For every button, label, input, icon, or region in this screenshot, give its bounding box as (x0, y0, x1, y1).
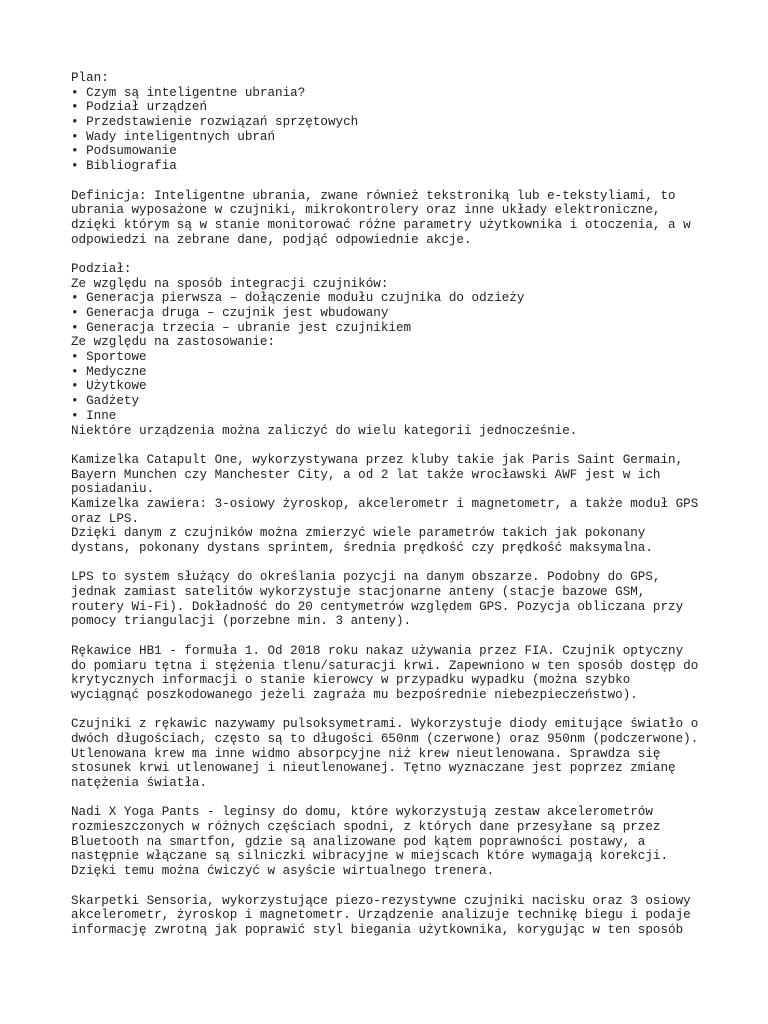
text-line: stosunek krwi utlenowanej i nieutlenowanej. Tętno wyznaczane jest poprzez zmianę (71, 761, 676, 776)
text-line: informację zwrotną jak poprawić styl biegania użytkownika, korygując w ten sposób (71, 922, 684, 937)
text-line: pomocy triangulacji (porzebne min. 3 anteny). (71, 614, 412, 629)
text-line: do pomiaru tętna i stężenia tlenu/saturacji krwi. Zapewniono w ten sposób dostęp do (71, 658, 699, 673)
text-line: routery Wi-Fi). Dokładność do 20 centymetrów względem GPS. Pozycja obliczana przy (71, 599, 684, 614)
text-line: Ze względu na sposób integracji czujników: (71, 276, 389, 291)
text-line: • Podział urządzeń (71, 100, 208, 115)
text-line: Plan: (71, 71, 109, 85)
paragraph-gap (71, 791, 711, 806)
text-line: • Przedstawienie rozwiązań sprzętowych (71, 115, 359, 130)
text-line: • Użytkowe (71, 379, 147, 394)
text-line: • Bibliografia (71, 159, 177, 174)
text-line: odpowiedzi na zebrane dane, podjąć odpowiednie akcje. (71, 232, 472, 247)
paragraph-lps (71, 570, 711, 629)
text-line: Czujniki z rękawic nazywamy pulsoksymetrami. Wykorzystuje diody emitujące światło o (71, 717, 699, 732)
paragraph-gap (71, 703, 711, 718)
text-line: Nadi X Yoga Pants - leginsy do domu, które wykorzystują zestaw akcelerometrów (71, 805, 653, 820)
paragraph-plan (71, 71, 711, 174)
text-line: • Inne (71, 408, 117, 423)
text-line: oraz LPS. (71, 511, 140, 526)
paragraph-gap (71, 438, 711, 453)
text-line: Utlenowana krew ma inne widmo absorpcyjne niż krew nieutlenowana. Sprawdza się (71, 746, 661, 761)
text-line: wyciągnąć poszkodowanego jeżeli zagraża mu bezpośrednie niebezpieczeństwo). (71, 687, 638, 702)
text-line: krytycznych informacji o stanie kierowcy w przypadku wypadku (można szybko (71, 673, 631, 688)
paragraph-gap (71, 556, 711, 571)
text-line: • Wady inteligentnych ubrań (71, 129, 276, 144)
paragraph-nadi (71, 805, 711, 878)
text-line: jednak zamiast satelitów wykorzystuje stacjonarne anteny (stacje bazowe GSM, (71, 585, 646, 600)
text-line: następnie włączane są silniczki wibracyjne w miejscach które wymagają korekcji. (71, 849, 669, 864)
text-line: • Generacja pierwsza – dołączenie modułu czujnika do odzieży (71, 291, 525, 306)
paragraph-gap (71, 629, 711, 644)
text-line: dzięki którym są w stanie monitorować różne parametry użytkownika i otoczenia, a w (71, 217, 691, 232)
paragraph-pulsoksymetry (71, 717, 711, 790)
text-line: • Czym są inteligentne ubrania? (71, 85, 306, 100)
text-line: Dzięki temu można ćwiczyć w asyście wirtualnego trenera. (71, 864, 495, 879)
text-line: • Medyczne (71, 364, 147, 379)
text-line: Podział: (71, 261, 132, 276)
text-line: • Podsumowanie (71, 144, 177, 159)
text-line: Bluetooth na smartfon, gdzie są analizowane pod kątem poprawności postawy, a (71, 834, 646, 849)
text-line: dystans, pokonany dystans sprintem, średnia prędkość czy prędkość maksymalna. (71, 541, 653, 555)
text-line: • Generacja druga – czujnik jest wbudowany (71, 306, 389, 320)
text-line: Kamizelka Catapult One, wykorzystywana przez kluby takie jak Paris Saint Germain, (71, 452, 684, 467)
text-line: ubrania wyposażone w czujniki, mikrokontrolery oraz inne układy elektroniczne, (71, 203, 661, 218)
paragraph-definicja (71, 189, 711, 248)
paragraph-gap (71, 247, 711, 262)
paragraph-gap (71, 174, 711, 189)
text-line: dwóch długościach, często są to długości 650nm (czerwone) oraz 950nm (podczerwone). (71, 731, 699, 746)
text-line: • Sportowe (71, 350, 147, 365)
text-line: akcelerometr, żyroskop i magnetometr. Urządzenie analizuje technikę biegu i podaje (71, 908, 691, 923)
paragraph-rekawice (71, 644, 711, 703)
text-line: • Generacja trzecia – ubranie jest czujnikiem (71, 320, 412, 335)
paragraph-podzial (71, 262, 711, 438)
text-line: LPS to system służący do określania pozycji na danym obszarze. Podobny do GPS, (71, 570, 661, 585)
text-line: • Gadżety (71, 394, 140, 409)
text-line: Bayern Munchen czy Manchester City, a od 2 lat także wrocławski AWF jest w ich (71, 467, 661, 482)
text-line: Rękawice HB1 - formuła 1. Od 2018 roku nakaz używania przez FIA. Czujnik optyczny (71, 643, 684, 658)
paragraph-kamizelka (71, 453, 711, 556)
text-line: Ze względu na zastosowanie: (71, 335, 276, 350)
text-line: Definicja: Inteligentne ubrania, zwane również tekstroniką lub e-tekstyliami, to (71, 188, 676, 203)
text-line: Skarpetki Sensoria, wykorzystujące piezo-rezystywne czujniki nacisku oraz 3 osiowy (71, 893, 691, 908)
paragraph-gap (71, 879, 711, 894)
text-line: Niektóre urządzenia można zaliczyć do wielu kategorii jednocześnie. (71, 423, 578, 438)
text-line: posiadaniu. (71, 482, 155, 497)
text-line: natężenia światła. (71, 776, 208, 790)
text-line: Dzięki danym z czujników można zmierzyć wiele parametrów takich jak pokonany (71, 526, 646, 541)
text-line: rozmieszczonych w różnych częściach spodni, z których dane przesyłane są przez (71, 820, 661, 835)
document-page (71, 71, 711, 938)
text-line: Kamizelka zawiera: 3-osiowy żyroskop, akcelerometr i magnetometr, a także moduł GPS (71, 496, 699, 511)
paragraph-skarpetki (71, 894, 711, 938)
